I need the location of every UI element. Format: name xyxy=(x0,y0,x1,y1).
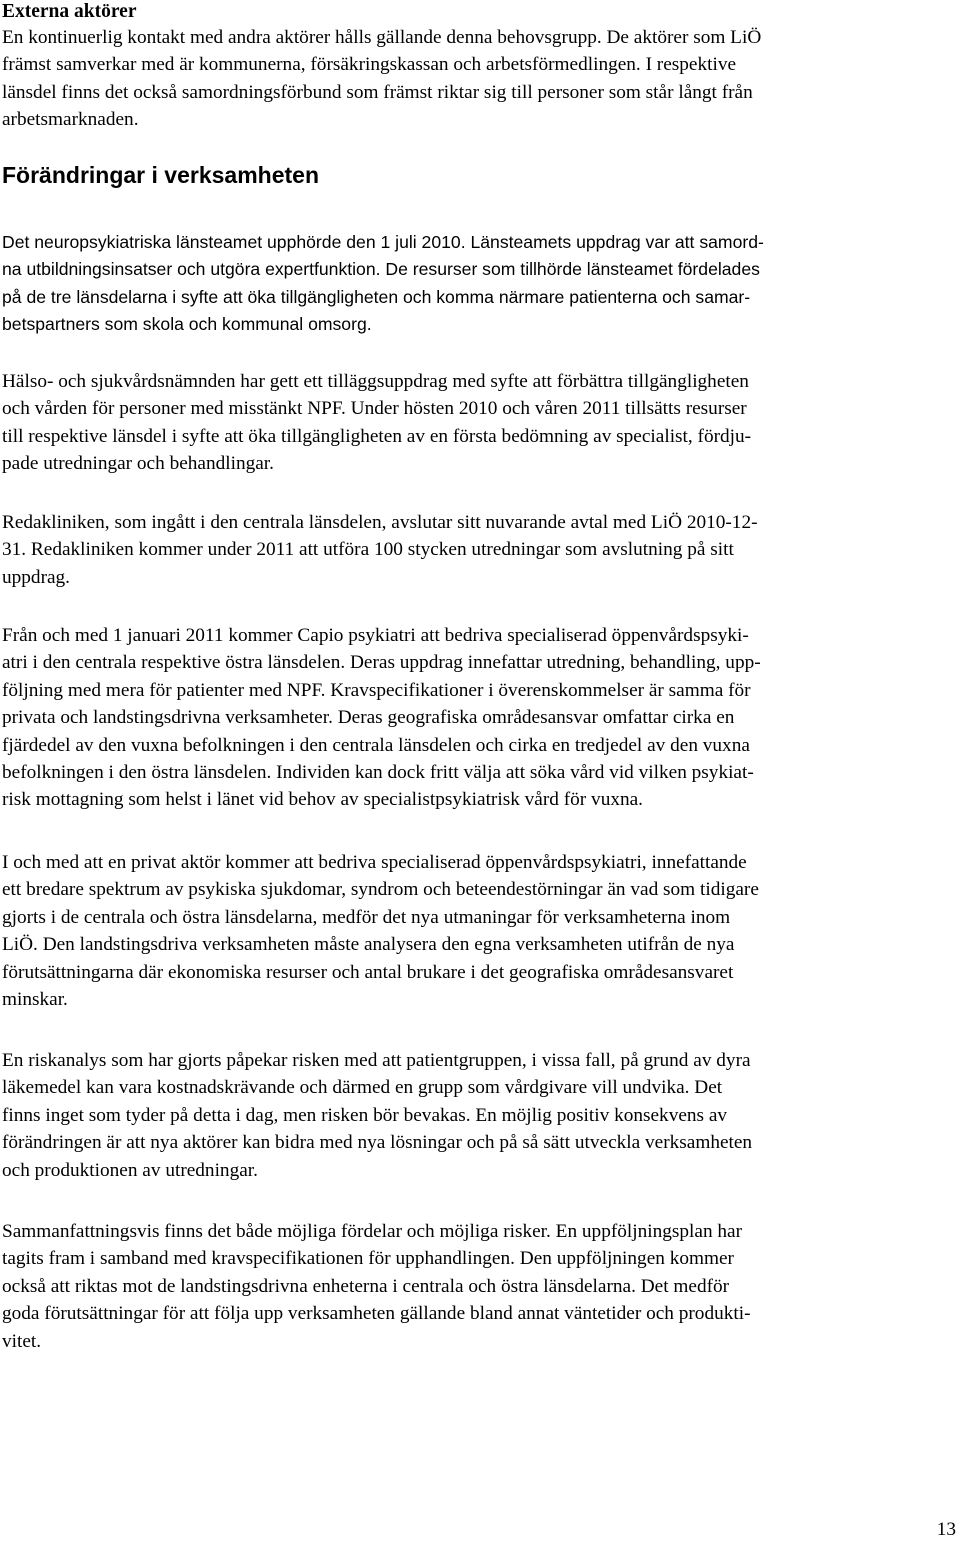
paragraph-sammanfattning: Sammanfattningsvis finns det både möjliga fördelar och möjliga risker. En uppföljningsplan har tagits fram i samband med kravspecifikationen för upphandlingen. Den uppföljningen kommer också att riktas mot de landstingsdrivna enheterna i centrala och östra länsdelarna. Det medför goda förutsättningar för att följa upp verksamheten gällande bland annat väntetider och produkti- vitet. xyxy=(2,1221,751,1352)
paragraph-externa-aktorer: En kontinuerlig kontakt med andra aktörer hålls gällande denna behovsgrupp. De aktörer som LiÖ främst samverkar med är kommunerna, försäkringskassan och arbetsförmedlingen. I respektive länsdel finns det också samordningsförbund som främst riktar sig till personer som står långt från arbetsmarknaden. xyxy=(2,27,762,131)
paragraph-redakliniken: Redakliniken, som ingått i den centrala länsdelen, avslutar sitt nuvarande avtal med LiÖ 2010-12- 31. Redakliniken kommer under 2011 att utföra 100 stycken utredningar som avslutning på sitt uppdrag. xyxy=(2,512,758,588)
section-heading-externa-aktorer: Externa aktörer xyxy=(2,1,137,22)
paragraph-lansteamet: Det neuropsykiatriska länsteamet upphörde den 1 juli 2010. Länsteamets uppdrag var att samord- na utbildningsinsatser och utgöra expertfunktion. De resurser som tillhörde länsteamet fördelades på de tre länsdelarna i syfte att öka tillgängligheten och komma närmare patienterna och samar- betspartners som skola och kommunal omsorg. xyxy=(2,232,764,335)
page-number: 13 xyxy=(936,1519,956,1540)
paragraph-capio: Från och med 1 januari 2011 kommer Capio psykiatri att bedriva specialiserad öppenvårdspsyki- atri i den centrala respektive östra länsdelen. Deras uppdrag innefattar utredning, behandling, upp- följning med mera för patienter med NPF. Kravspecifikationer i överenskommelser är samma för privata och landstingsdrivna verksamheter. Deras geografiska områdesansvar omfattar cirka en fjärdedel av den vuxna befolkningen i den centrala länsdelen och cirka en tredjedel av den vuxna befolkningen i den östra länsdelen. Individen kan dock fritt välja att söka vård vid vilken psykiat- risk mottagning som helst i länet vid behov av specialistpsykiatrisk vård för vuxna. xyxy=(2,625,761,811)
paragraph-privat-aktor: I och med att en privat aktör kommer att bedriva specialiserad öppenvårdspsykiatri, innefattande ett bredare spektrum av psykiska sjukdomar, syndrom och beteendestörningar än vad som tidigare gjorts i de centrala och östra länsdelarna, medför det nya utmaningar för verksamheterna inom LiÖ. Den landstingsdriva verksamheten måste analysera den egna verksamheten utifrån de nya förutsättningarna där ekonomiska resurser och antal brukare i det geografiska områdesansvaret minskar. xyxy=(2,852,759,1011)
section-heading-forandringar: Förändringar i verksamheten xyxy=(2,162,319,188)
paragraph-tillaggsuppdrag: Hälso- och sjukvårdsnämnden har gett ett tilläggsuppdrag med syfte att förbättra tillgängligheten och vården för personer med misstänkt NPF. Under hösten 2010 och våren 2011 tillsätts resurser till respektive länsdel i syfte att öka tillgängligheten av en första bedömning av specialist, fördju- pade utredningar och behandlingar. xyxy=(2,371,752,475)
paragraph-riskanalys: En riskanalys som har gjorts påpekar risken med att patientgruppen, i vissa fall, på grund av dyra läkemedel kan vara kostnadskrävande och därmed en grupp som vårdgivare vill undvika. Det finns inget som tyder på detta i dag, men risken bör bevakas. En möjlig positiv konsekvens av förändringen är att nya aktörer kan bidra med nya lösningar och på så sätt utveckla verksamheten och produktionen av utredningar. xyxy=(2,1050,753,1181)
